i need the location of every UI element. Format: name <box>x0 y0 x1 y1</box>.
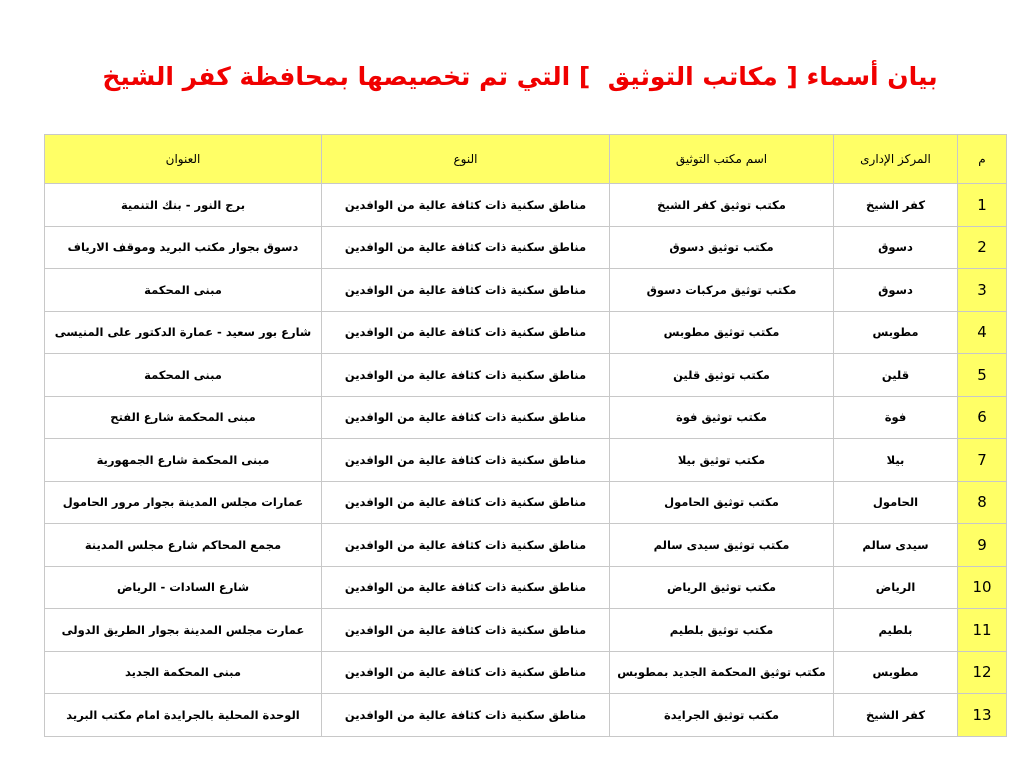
row-address: عمارت مجلس المدينة بجوار الطريق الدولى <box>45 609 322 652</box>
table-row <box>45 481 1007 524</box>
row-center: قلين <box>834 354 958 397</box>
row-type: مناطق سكنية ذات كثافة عالية من الوافدين <box>322 651 610 694</box>
row-center: دسوق <box>834 226 958 269</box>
row-type: مناطق سكنية ذات كثافة عالية من الوافدين <box>322 566 610 609</box>
row-type: مناطق سكنية ذات كثافة عالية من الوافدين <box>322 524 610 567</box>
page-title: بيان أسماء [ مكاتب التوثيق ] التي تم تخصيصها بمحافظة كفر الشيخ <box>102 62 938 91</box>
row-number: 6 <box>958 396 1007 439</box>
table-row <box>45 184 1007 227</box>
row-address: شارع السادات - الرياض <box>45 566 322 609</box>
row-address: مبنى المحكمة شارع الجمهورية <box>45 439 322 482</box>
row-center: فوة <box>834 396 958 439</box>
row-address: مبنى المحكمة شارع الفتح <box>45 396 322 439</box>
row-number: 7 <box>958 439 1007 482</box>
row-number: 1 <box>958 184 1007 227</box>
row-address: مبنى المحكمة الجديد <box>45 651 322 694</box>
row-center: كفر الشيخ <box>834 184 958 227</box>
row-office: مكتب توثيق بلطيم <box>610 609 834 652</box>
row-type: مناطق سكنية ذات كثافة عالية من الوافدين <box>322 311 610 354</box>
row-office: مكتب توثيق مركبات دسوق <box>610 269 834 312</box>
row-address: شارع بور سعيد - عمارة الدكتور على المنيسى <box>45 311 322 354</box>
row-address: دسوق بجوار مكتب البريد وموقف الارياف <box>45 226 322 269</box>
row-type: مناطق سكنية ذات كثافة عالية من الوافدين <box>322 439 610 482</box>
table-header-row <box>45 135 1007 184</box>
row-office: مكتب توثيق فوة <box>610 396 834 439</box>
row-type: مناطق سكنية ذات كثافة عالية من الوافدين <box>322 481 610 524</box>
header-office: اسم مكتب التوثيق <box>610 135 834 184</box>
row-type: مناطق سكنية ذات كثافة عالية من الوافدين <box>322 184 610 227</box>
table-row <box>45 396 1007 439</box>
row-address: عمارات مجلس المدينة بجوار مرور الحامول <box>45 481 322 524</box>
offices-table <box>44 134 1007 737</box>
table-row <box>45 566 1007 609</box>
row-office: مكتب توثيق دسوق <box>610 226 834 269</box>
row-office: مكتب توثيق الجرايدة <box>610 694 834 737</box>
row-address: مبنى المحكمة <box>45 269 322 312</box>
row-type: مناطق سكنية ذات كثافة عالية من الوافدين <box>322 269 610 312</box>
table-row <box>45 524 1007 567</box>
header-address: العنوان <box>45 135 322 184</box>
row-number: 12 <box>958 651 1007 694</box>
row-address: برج النور - بنك التنمية <box>45 184 322 227</box>
row-number: 8 <box>958 481 1007 524</box>
table-row <box>45 269 1007 312</box>
row-type: مناطق سكنية ذات كثافة عالية من الوافدين <box>322 694 610 737</box>
row-number: 2 <box>958 226 1007 269</box>
row-office: مكتب توثيق الرياض <box>610 566 834 609</box>
header-center: المركز الإدارى <box>834 135 958 184</box>
row-address: مجمع المحاكم شارع مجلس المدينة <box>45 524 322 567</box>
table-row <box>45 439 1007 482</box>
table-row <box>45 651 1007 694</box>
row-center: بلطيم <box>834 609 958 652</box>
row-number: 4 <box>958 311 1007 354</box>
row-center: الرياض <box>834 566 958 609</box>
row-number: 11 <box>958 609 1007 652</box>
row-type: مناطق سكنية ذات كثافة عالية من الوافدين <box>322 396 610 439</box>
row-center: مطوبس <box>834 651 958 694</box>
row-center: دسوق <box>834 269 958 312</box>
table-row <box>45 311 1007 354</box>
table-body <box>45 184 1007 737</box>
row-address: الوحدة المحلية بالجرايدة امام مكتب البريد <box>45 694 322 737</box>
row-office: مكتب توثيق قلين <box>610 354 834 397</box>
row-center: سيدى سالم <box>834 524 958 567</box>
header-num: م <box>958 135 1007 184</box>
row-number: 5 <box>958 354 1007 397</box>
row-office: مكتب توثيق كفر الشيخ <box>610 184 834 227</box>
row-number: 13 <box>958 694 1007 737</box>
table-row <box>45 609 1007 652</box>
row-office: مكتب توثيق سيدى سالم <box>610 524 834 567</box>
row-type: مناطق سكنية ذات كثافة عالية من الوافدين <box>322 609 610 652</box>
row-center: كفر الشيخ <box>834 694 958 737</box>
row-number: 10 <box>958 566 1007 609</box>
row-number: 9 <box>958 524 1007 567</box>
row-office: مكتب توثيق مطوبس <box>610 311 834 354</box>
row-office: مكتب توثيق المحكمة الجديد بمطوبس <box>610 651 834 694</box>
row-office: مكتب توثيق بيلا <box>610 439 834 482</box>
row-office: مكتب توثيق الحامول <box>610 481 834 524</box>
row-center: مطوبس <box>834 311 958 354</box>
table-row <box>45 694 1007 737</box>
row-type: مناطق سكنية ذات كثافة عالية من الوافدين <box>322 354 610 397</box>
table-row <box>45 226 1007 269</box>
header-type: النوع <box>322 135 610 184</box>
row-number: 3 <box>958 269 1007 312</box>
row-center: الحامول <box>834 481 958 524</box>
row-type: مناطق سكنية ذات كثافة عالية من الوافدين <box>322 226 610 269</box>
row-center: بيلا <box>834 439 958 482</box>
table-row <box>45 354 1007 397</box>
row-address: مبنى المحكمة <box>45 354 322 397</box>
